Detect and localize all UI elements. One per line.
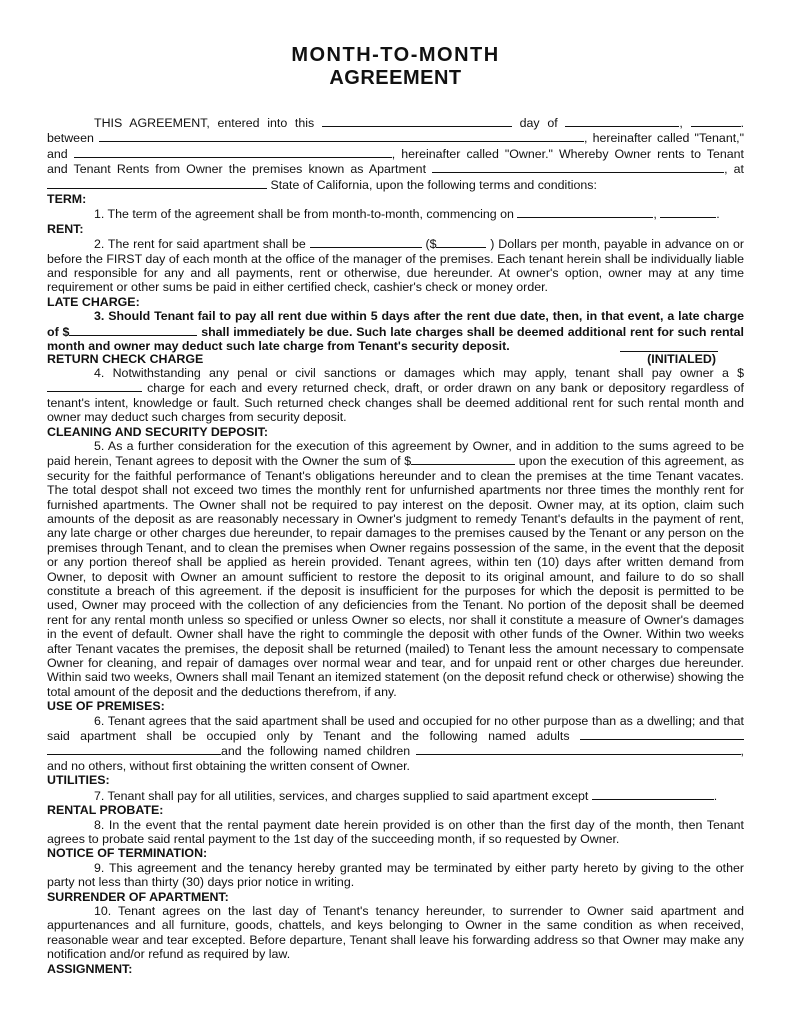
section-heading-assignment: ASSIGNMENT: <box>47 961 133 976</box>
commencing-date-field[interactable] <box>517 206 653 218</box>
use-of-premises-paragraph <box>47 714 744 744</box>
return-check-paragraph <box>47 366 744 425</box>
deposit-terms-text: upon the execution of this agreement, as security for the faithful performance of Tenant's obligations hereunder and to clean the premises at the time Tenant vacates. The total despot shall not exceed two times the monthly rent for unfurnished apartments nor three times the monthly rent for furnished apartments. The Owner shall not be required to pay interest on the deposit. Owner may, at its option, claim such amounts of the deposit as are reasonably necessary in Owner's judgment to remedy Tenant's defaults in the payment of rent, any late charge or other charges due hereunder, to repair damages to the premises caused by the Tenant or any person on the premises through Tenant, and to clean the premises when Owner regains possession of the same, in the event that the deposit or any portion thereof shall be applied as herein provided. Tenant agrees, within ten (10) days after written demand from Owner, to deposit with Owner an amount sufficient to restore the deposit to its original amount, and failure to do so shall constitute a breach of this agreement. if the deposit is insufficient for the purposes for which the deposit is permitted to be used, Owner may proceed with the collection of any deficiencies from the Tenant. No portion of the deposit shall be deemed rent for any rental month unless so specified or unless Owner so elects, nor shall it constitute a measure of Owner's damages in the event of default. Owner shall have the right to commingle the deposit with other funds of the Owner. Within two weeks after Tenant vacates the premises, the deposit shall be returned (mailed) to Tenant less the amount necessary to compensate Owner for cleaning, and repair of damages over normal wear and tear, and for unpaid rent or other charges due hereunder. Within said two weeks, Owners shall mail Tenant an itemized statement (on the deposit refund check or otherwise) showing the total amount of the deposit and the deductions therefrom, if any. <box>47 454 744 699</box>
section-heading-late-charge: LATE CHARGE: <box>47 294 140 309</box>
city-field[interactable] <box>47 177 267 189</box>
state-text: State of California, upon the following terms and conditions: <box>270 177 597 192</box>
utilities-paragraph <box>47 788 744 803</box>
dollar-open-text: ($ <box>425 237 437 252</box>
document-subtitle: AGREEMENT <box>329 67 462 89</box>
intro-line-2 <box>47 130 744 145</box>
tenant-name-field[interactable] <box>99 130 584 142</box>
rent-paragraph <box>47 236 744 295</box>
section-heading-return-check: RETURN CHECK CHARGE <box>47 351 204 366</box>
use-of-premises-line-2 <box>47 743 744 758</box>
section-heading-utilities: UTILITIES: <box>47 773 110 788</box>
document-title: MONTH-TO-MONTH <box>291 44 500 66</box>
use-of-premises-text: 6. Tenant agrees that the said apartment shall be used and occupied for no other purpose than as a dwelling; and that said apartment shall be occupied only by Tenant and the following named adults <box>47 713 744 744</box>
agreement-day-field[interactable] <box>322 115 512 127</box>
utilities-text: 7. Tenant shall pay for all utilities, services, and charges supplied to said apartment except <box>94 788 589 803</box>
deposit-text: 5. As a further consideration for the execution of this agreement by Owner, and in addition to the sums agreed to be paid herein, Tenant agrees to deposit with the Owner the sum of $ <box>47 438 744 469</box>
section-heading-rent: RENT: <box>47 221 84 236</box>
section-heading-term: TERM: <box>47 192 87 207</box>
period-text: . <box>716 207 720 222</box>
between-text: between <box>47 131 94 146</box>
section-heading-deposit: CLEANING AND SECURITY DEPOSIT: <box>47 424 268 439</box>
intro-line-5 <box>47 177 744 192</box>
children-field[interactable] <box>416 743 741 755</box>
term-text: 1. The term of the agreement shall be from month-to-month, commencing on <box>94 207 514 222</box>
intro-line-1 <box>47 115 744 130</box>
day-of-text: day of <box>519 116 558 130</box>
comma-text: , <box>679 116 683 130</box>
utilities-except-field[interactable] <box>592 788 714 800</box>
comma-text: , <box>740 744 744 759</box>
return-check-amount-field[interactable] <box>47 380 142 392</box>
rental-probate-paragraph: 8. In the event that the rental payment date herein provided is on other than the first day of the month, then Tenant agrees to probate said rental payment to the 1st day of the succeeding month, if so requested by Owner. <box>47 817 744 846</box>
section-heading-notice: NOTICE OF TERMINATION: <box>47 846 208 861</box>
owner-called-text: , hereinafter called "Owner." Whereby Owner rents to Tenant <box>391 146 744 161</box>
return-check-heading-row-2 <box>47 352 744 366</box>
period-text: . <box>713 788 718 803</box>
section-heading-rental-probate: RENTAL PROBATE: <box>47 803 164 818</box>
adults-field-1[interactable] <box>580 728 744 740</box>
section-heading-surrender: SURRENDER OF APARTMENT: <box>47 889 229 904</box>
at-text: , at <box>724 162 744 177</box>
late-charge-text: 3. Should Tenant fail to pay all rent due within 5 days after the rent due date, then, in that event, a late charge of $ <box>47 309 744 339</box>
late-charge-amount-field[interactable] <box>69 324 197 336</box>
children-text: and the following named children <box>221 744 411 759</box>
notice-paragraph: 9. This agreement and the tenancy hereby granted may be terminated by either party hereto by giving to the other party not less than thirty (30) days prior notice in writing. <box>47 860 744 890</box>
deposit-amount-field[interactable] <box>411 453 515 465</box>
adults-field-2[interactable] <box>47 743 221 755</box>
rent-text: 2. The rent for said apartment shall be <box>94 237 306 252</box>
late-charge-terms-text: shall immediately be due. Such late charges shall be deemed additional rent for such rental month and owner may deduct such late charge from Tenant's security deposit. <box>47 324 744 354</box>
comma-text: , <box>653 207 657 222</box>
owner-name-field[interactable] <box>74 146 392 158</box>
intro-paragraph <box>47 115 744 192</box>
agreement-month-field[interactable] <box>565 115 679 127</box>
surrender-paragraph: 10. Tenant agrees on the last day of Tenant's tenancy hereunder, to surrender to Owner said apartment and appurtenances and all furniture, goods, chattels, and keys belonging to Owner in the same condition as when received, reasonable wear and tear excepted. Before departure, Tenant shall leave his forwarding address so that Owner may make any notification and/or refund as required by law. <box>47 903 744 962</box>
rent-terms-text: ) Dollars per month, payable in advance on or before the FIRST day of each month at the office of the manager of the premises. Each tenant herein shall be individually liable and responsible for any and all payments, rent or otherwise, due hereunder. At owner's option, owner may at any time requirement or other sums be paid in either certified check, cashier's check or money order. <box>47 237 744 295</box>
rent-words-field[interactable] <box>310 236 422 248</box>
tenant-called-text: , hereinafter called "Tenant," <box>584 131 744 146</box>
period-text: . <box>740 116 745 130</box>
section-heading-use-of-premises: USE OF PREMISES: <box>47 699 165 714</box>
term-paragraph <box>47 206 744 221</box>
return-check-terms-text: charge for each and every returned check, draft, or order drawn on any bank or depository regardless of tenant's intent, knowledge or fault. Such returned check changes shall be deemed additional rent for such rental month and owner may deduct such charges from security deposit. <box>47 381 744 425</box>
use-of-premises-line-3: and no others, without first obtaining the written consent of Owner. <box>47 758 410 773</box>
and-text: and <box>47 146 68 161</box>
premises-text: and Tenant Rents from Owner the premises known as Apartment <box>47 162 427 177</box>
apartment-field[interactable] <box>432 161 724 173</box>
deposit-paragraph <box>47 439 744 699</box>
commencing-year-field[interactable] <box>660 206 716 218</box>
intro-line-3 <box>47 146 744 161</box>
intro-text: THIS AGREEMENT, entered into this <box>94 116 315 130</box>
return-check-text: 4. Notwithstanding any penal or civil sanctions or damages which may apply, tenant shall pay owner a $ <box>94 365 744 380</box>
agreement-year-field[interactable] <box>691 115 741 127</box>
intro-line-4 <box>47 161 744 176</box>
initialed-label: (INITIALED) <box>647 351 716 366</box>
rent-amount-field[interactable] <box>436 236 486 248</box>
initials-field[interactable] <box>620 340 718 352</box>
